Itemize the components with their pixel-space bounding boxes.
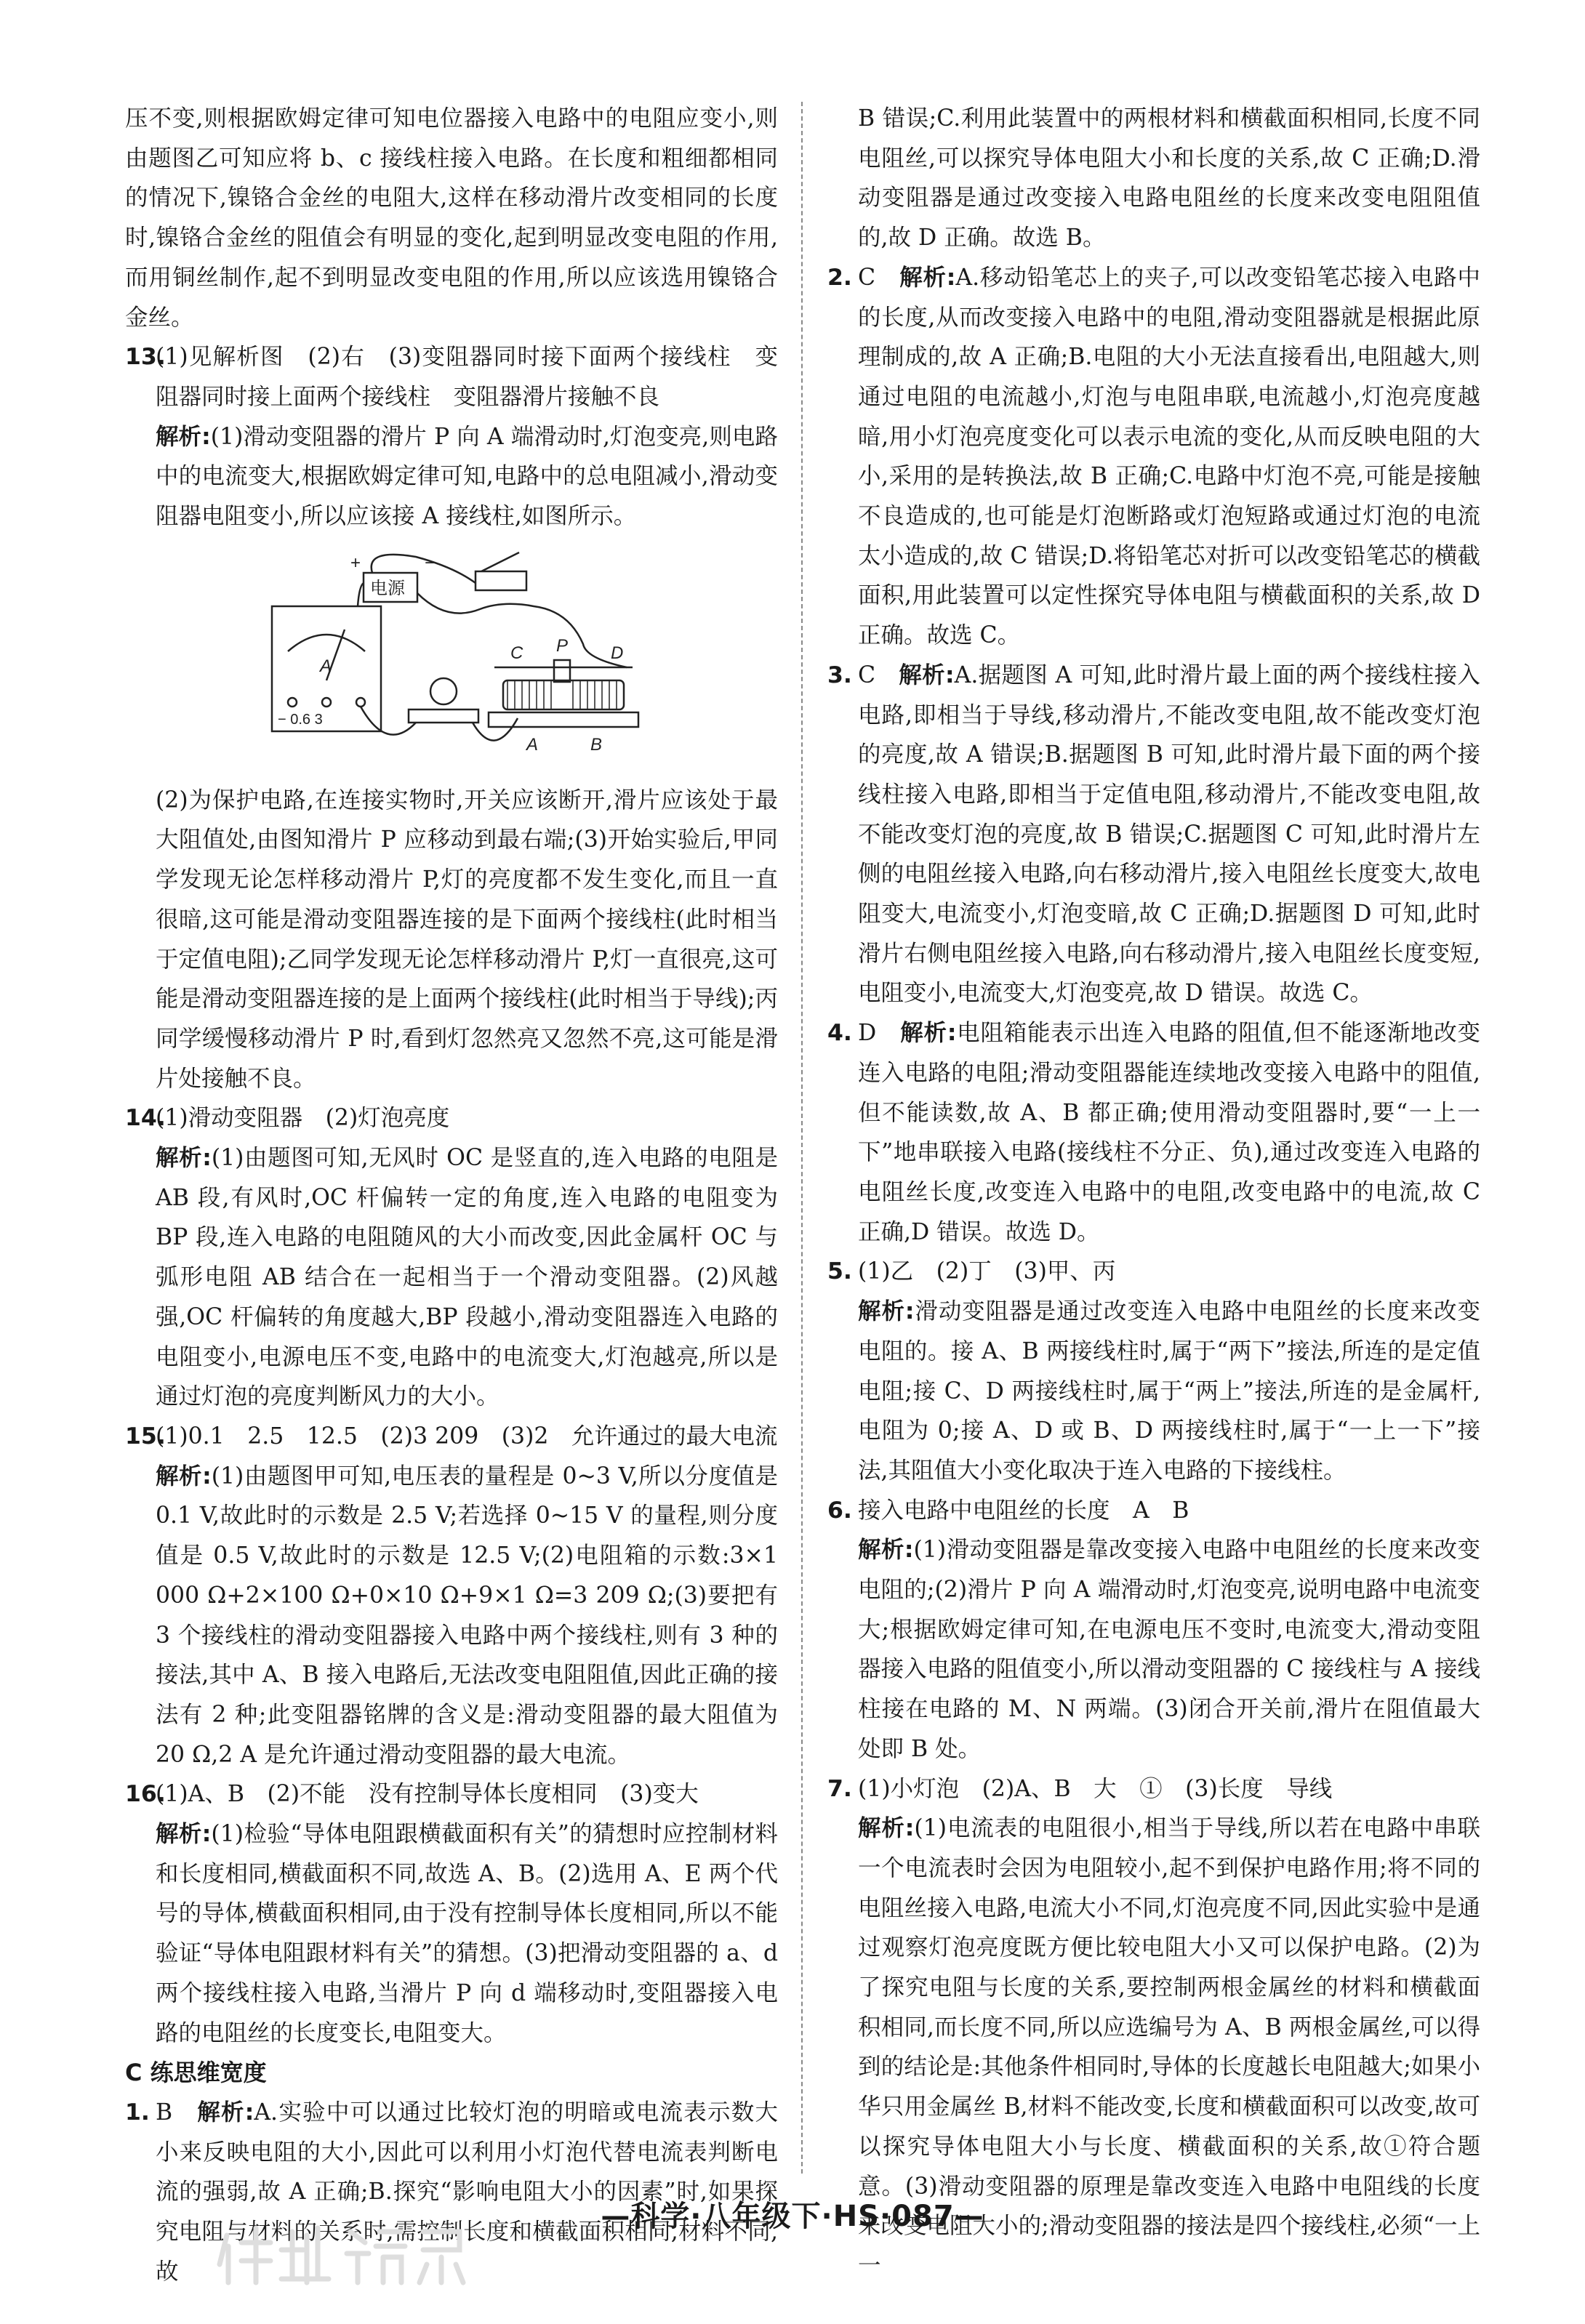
analysis-text: A.实验中可以通过比较灯泡的明暗或电流表示数大小来反映电阻的大小,因此可以利用小灯泡代替电流表判断电流的强弱,故 A 正确;B.探究“影响电阻大小的因素”时,如果探究电阻与材料的关系时,需控制长度和横截面积相同,材料不同,故 xyxy=(156,2099,778,2285)
answer-text: (1)A、B (2)不能 没有控制导体长度相同 (3)变大 xyxy=(156,1781,699,1808)
question-number: 13. xyxy=(125,344,166,371)
analysis-label: 解析: xyxy=(899,264,956,291)
terminal-b-label: B xyxy=(590,734,603,755)
answer-text: 接入电路中电阻丝的长度 A B xyxy=(858,1497,1189,1524)
watermark-logo xyxy=(212,2214,474,2293)
switch-lever xyxy=(481,552,519,571)
question-number: 7. xyxy=(827,1775,852,1802)
question-number: 3. xyxy=(827,662,852,688)
analysis-text: (1)滑动变阻器是靠改变接入电路中电阻丝的长度来改变电阻的;(2)滑片 P 向 A 端滑动时,灯泡变亮,说明电路中电流变大;根据欧姆定律可知,在电源电压不变时,电流变大,滑动变阻器接入电路的阻值变小,所以滑动变阻器的 C 接线柱与 A 接线柱接在电路的 M、N 两端。(3)闭合开关前,滑片在阻值最大处即 B 处。 xyxy=(858,1537,1480,1762)
terminal-a-label: A xyxy=(526,734,539,755)
answer-text: D xyxy=(858,1020,877,1047)
left-column xyxy=(125,99,778,2291)
question-15-analysis xyxy=(125,1457,778,1775)
question-c2 xyxy=(827,258,1480,656)
bulb-glass xyxy=(430,678,457,704)
analysis-label: 解析: xyxy=(900,1020,957,1047)
question-number: 14. xyxy=(125,1105,166,1132)
analysis-label: 解析: xyxy=(858,1537,914,1564)
switch-base xyxy=(476,571,526,590)
question-16-analysis xyxy=(125,1814,778,2053)
terminal-d-label: D xyxy=(611,643,624,663)
analysis-label: 解析: xyxy=(156,423,211,450)
question-13-analysis xyxy=(125,417,778,536)
rheostat-coil xyxy=(503,680,624,709)
analysis-label: 解析: xyxy=(858,1298,915,1325)
analysis-text: (1)检验“导体电阻跟横截面积有关”的猜想时应控制材料和长度相同,横截面积不同,故选 A、B。(2)选用 A、E 两个代号的导体,横截面积相同,由于没有控制导体长度相同,所以不能验证“导体电阻跟材料有关”的猜想。(3)把滑动变阻器的 a、d 两个接线柱接入电路,当滑片 P 向 d 端移动时,变阻器接入电路的电阻丝的长度变长,电阻变大。 xyxy=(156,1821,778,2046)
rheostat-base xyxy=(489,712,638,727)
question-13-answer xyxy=(125,337,778,417)
analysis-text: (1)由题图可知,无风时 OC 是竖直的,连入电路的电阻是 AB 段,有风时,OC 杆偏转一定的角度,连入电路的电阻变为 BP 段,连入电路的电阻随风的大小而改变,因此金属杆 OC 与弧形电阻 AB 结合在一起相当于一个滑动变阻器。(2)风越强,OC 杆偏转的角度越大,BP 段越小,滑动变阻器连入电路的电阻变小,电源电压不变,电路中的电流变大,灯泡越亮,所以是通过灯泡的亮度判断风力的大小。 xyxy=(156,1145,778,1410)
question-c1-cont: B 错误;C.利用此装置中的两根材料和横截面积相同,长度不同电阻丝,可以探究导体电阻大小和长度的关系,故 C 正确;D.滑动变阻器是通过改变接入电路电阻丝的长度来改变电阻阻值的,故 D 正确。故选 B。 xyxy=(858,105,1480,252)
bulb-base xyxy=(409,709,478,723)
analysis-text: A.移动铅笔芯上的夹子,可以改变铅笔芯接入电路中的长度,从而改变接入电路中的电阻,滑动变阻器就是根据此原理制成的,故 A 正确;B.电阻的大小无法直接看出,电阻越大,则通过电阻的电流越小,灯泡与电阻串联,电流越小,灯泡亮度越暗,用小灯泡亮度变化可以表示电流的变化,从而反映电阻的大小,采用的是转换法,故 B 正确;C.电路中灯泡不亮,可能是接触不良造成的,也可能是灯泡断路或灯泡短路或通过灯泡的电流太小造成的,故 C 错误;D.将铅笔芯对折可以改变铅笔芯的横截面积,用此装置可以定性探究导体电阻与横截面积的关系,故 D 正确。故选 C。 xyxy=(858,264,1480,649)
question-number: 16. xyxy=(125,1781,166,1808)
ammeter-scale-label: − 0.6 3 xyxy=(278,711,323,728)
plus-label: + xyxy=(350,552,361,573)
analysis-label: 解析: xyxy=(156,1463,212,1489)
minus-label: − xyxy=(425,552,436,573)
section-heading-c: C 练思维宽度 xyxy=(125,2059,267,2087)
question-number: 1. xyxy=(125,2099,150,2126)
analysis-text: (1)电流表的电阻很小,相当于导线,所以若在电路中串联一个电流表时会因为电阻较小,起不到保护电路作用;将不同的电阻丝接入电路,电流大小不同,灯泡亮度不同,因此实验中是通过观察灯泡亮度既方便比较电阻大小又可以保护电路。(2)为了探究电阻与长度的关系,要控制两根金属丝的材料和横截面积相同,而长度不同,所以应选编号为 A、B 两根金属丝,可以得到的结论是:其他条件相同时,导体的长度越长电阻越大;如果小华只用金属丝 B,材料不能改变,长度和横截面积可以改变,故可以探究导体电阻大小与长度、横截面积的关系,故①符合题意。(3)滑动变阻器的原理是靠改变连入电路中电阻线的长度来改变电阻大小的;滑动变阻器的接法是四个接线柱,必须“一上一 xyxy=(858,1815,1480,2279)
question-c7-answer xyxy=(827,1769,1480,1809)
answer-text: (1)小灯泡 (2)A、B 大 ① (3)长度 导线 xyxy=(858,1775,1333,1802)
analysis-label: 解析: xyxy=(899,662,955,688)
question-c6-answer xyxy=(827,1491,1480,1531)
watermark-graphic xyxy=(212,2214,474,2293)
ammeter-scale-arc xyxy=(288,635,365,651)
question-number: 5. xyxy=(827,1258,852,1285)
answer-text: (1)见解析图 (2)右 (3)变阻器同时接下面两个接线柱 变阻器同时接上面两个接线柱 变阻器滑片接触不良 xyxy=(156,344,778,410)
question-c6-analysis xyxy=(827,1530,1480,1769)
question-14-answer xyxy=(125,1098,778,1138)
analysis-text: (1)滑动变阻器的滑片 P 向 A 端滑动时,灯泡变亮,则电路中的电流变大,根据欧姆定律可知,电路中的总电阻减小,滑动变阻器电阻变小,所以应该接 A 接线柱,如图所示。 xyxy=(156,423,778,530)
column-divider xyxy=(801,102,803,2174)
answer-text: (1)滑动变阻器 (2)灯泡亮度 xyxy=(156,1105,450,1132)
question-c5-analysis xyxy=(827,1292,1480,1491)
circuit-diagram xyxy=(263,542,649,775)
power-label: 电源 xyxy=(370,578,405,598)
right-column xyxy=(827,99,1480,2286)
paragraph-continuation: 压不变,则根据欧姆定律可知电位器接入电路中的电阻应变小,则由题图乙可知应将 b、c 接线柱接入电路。在长度和粗细都相同的情况下,镍铬合金丝的电阻大,这样在移动滑片改变相同的长度时,镍铬合金丝的阻值会有明显的变化,起到明显改变电阻的作用,而用铜丝制作,起不到明显改变电阻的作用,所以应该选用镍铬合金丝。 xyxy=(125,105,778,331)
question-c3 xyxy=(827,656,1480,1013)
question-c4 xyxy=(827,1013,1480,1252)
question-number: 4. xyxy=(827,1020,852,1047)
analysis-label: 解析: xyxy=(858,1815,915,1842)
question-number: 15. xyxy=(125,1423,166,1450)
answer-text: C xyxy=(858,662,876,688)
rheostat-slider xyxy=(554,660,570,682)
question-number: 2. xyxy=(827,264,852,291)
terminal-c-label: C xyxy=(510,643,523,663)
analysis-label: 解析: xyxy=(197,2099,254,2126)
analysis-text: 电阻箱能表示出连入电路的阻值,但不能逐渐地改变连入电路的电阻;滑动变阻器能连续地改变接入电路中的阻值,但不能读数,故 A、B 都正确;使用滑动变阻器时,要“一上一下”地串联接入电路(接线柱不分正、负),通过改变连入电路的电阻丝长度,改变连入电路中的电阻,改变电路中的电流,故 C 正确,D 错误。故选 D。 xyxy=(858,1020,1480,1245)
analysis-text: A.据题图 A 可知,此时滑片最上面的两个接线柱接入电路,即相当于导线,移动滑片,不能改变电阻,故不能改变灯泡的亮度,故 A 错误;B.据题图 B 可知,此时滑片最下面的两个接线柱接入电路,即相当于定值电阻,移动滑片,不能改变电阻,故不能改变灯泡的亮度,故 B 错误;C.据题图 C 可知,此时滑片左侧的电阻丝接入电路,向右移动滑片,接入电阻丝长度变大,故电阻变大,电流变小,灯泡变暗,故 C 正确;D.据题图 D 可知,此时滑片右侧电阻丝接入电路,向右移动滑片,接入电阻丝长度变短,电阻变小,电流变大,灯泡变亮,故 D 错误。故选 C。 xyxy=(858,662,1480,1007)
question-15-answer xyxy=(125,1417,778,1457)
question-c5-answer xyxy=(827,1252,1480,1292)
question-number: 6. xyxy=(827,1497,852,1524)
answer-text: B xyxy=(156,2099,173,2126)
analysis-text: (1)由题图甲可知,电压表的量程是 0~3 V,所以分度值是 0.1 V,故此时的示数是 2.5 V;若选择 0~15 V 的量程,则分度值是 0.5 V,故此时的示数是 12.5 V;(2)电阻箱的示数:3×1 000 Ω+2×100 Ω+0×10 Ω+9×1 Ω=3 209 Ω;(3)要把有 3 个接线柱的滑动变阻器接入电路中两个接线柱,则有 3 种的接法,其中 A、B 接入电路后,无法改变电阻阻值,因此正确的接法有 2 种;此变阻器铭牌的含义是:滑动变阻器的最大阻值为 20 Ω,2 A 是允许通过滑动变阻器的最大电流。 xyxy=(156,1463,778,1768)
question-16-answer xyxy=(125,1774,778,1814)
question-14-analysis xyxy=(125,1138,778,1417)
answer-text: (1)乙 (2)丁 (3)甲、丙 xyxy=(858,1258,1116,1285)
analysis-label: 解析: xyxy=(156,1821,212,1848)
circuit-figure xyxy=(263,542,649,775)
page-footer: —科学·八年级下·HS·087— xyxy=(601,2200,984,2233)
answer-text: (1)0.1 2.5 12.5 (2)3 209 (3)2 允许通过的最大电流 xyxy=(156,1423,778,1450)
slider-p-label: P xyxy=(556,635,569,656)
answer-text: C xyxy=(858,264,876,291)
analysis-text: 滑动变阻器是通过改变连入电路中电阻丝的长度来改变电阻的。接 A、B 两接线柱时,属于“两下”接法,所连的是定值电阻;接 C、D 两接线柱时,属于“两上”接法,所连的是金属杆,电阻为 0;接 A、D 或 B、D 两接线柱时,属于“一上一下”接法,其阻值大小变化取决于连入电路的下接线柱。 xyxy=(858,1298,1480,1484)
analysis-label: 解析: xyxy=(156,1145,212,1172)
wire-bulb-rheostat xyxy=(473,718,518,741)
ammeter-letter: A xyxy=(320,656,332,676)
question-13-analysis-cont: (2)为保护电路,在连接实物时,开关应该断开,滑片应该处于最大阻值处,由图知滑片 P 应移动到最右端;(3)开始实验后,甲同学发现无论怎样移动滑片 P,灯的亮度都不发生变化,而且一直很暗,这可能是滑动变阻器连接的是下面两个接线柱(此时相当于定值电阻);乙同学发现无论怎样移动滑片 P,灯一直很亮,这可能是滑动变阻器连接的是上面两个接线柱(此时相当于导线);丙同学缓慢移动滑片 P 时,看到灯忽然亮又忽然不亮,这可能是滑片处接触不良。 xyxy=(156,787,778,1092)
